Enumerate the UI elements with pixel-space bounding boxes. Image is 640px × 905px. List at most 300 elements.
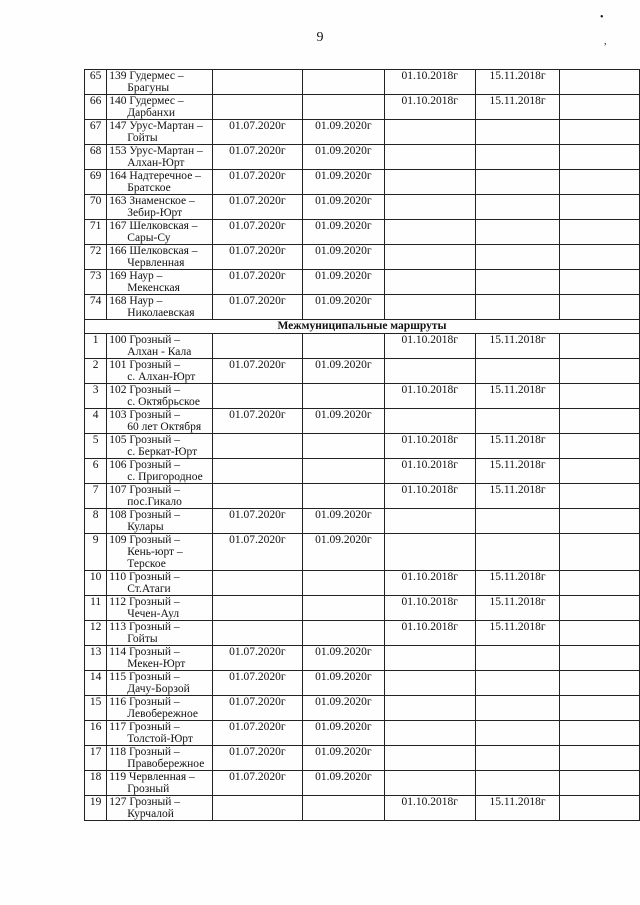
table-row xyxy=(85,409,640,434)
date-cell xyxy=(560,120,640,145)
date-cell xyxy=(475,270,559,295)
route-name-line: с. Пригородное xyxy=(127,471,203,483)
date-cell xyxy=(384,746,475,771)
route-name xyxy=(107,571,212,596)
date-cell xyxy=(475,295,559,320)
date-cell: 01.07.2020г xyxy=(212,270,302,295)
route-name xyxy=(107,70,212,95)
route-name-line: 147 Урус-Мартан – xyxy=(109,120,203,132)
table-row xyxy=(85,359,640,384)
date-cell xyxy=(475,646,559,671)
route-name-line: 106 Грозный – xyxy=(109,459,181,471)
date-cell: 15.11.2018г xyxy=(475,334,559,359)
route-name xyxy=(107,509,212,534)
date-cell: 01.09.2020г xyxy=(303,145,385,170)
route-name-line: Толстой-Юрт xyxy=(127,733,193,745)
route-name-line: 60 лет Октября xyxy=(127,421,202,433)
route-name-line: Кень-юрт – xyxy=(127,546,183,558)
route-name-line: Червленная xyxy=(127,257,185,269)
row-number: 70 xyxy=(85,195,107,220)
date-cell xyxy=(560,534,640,571)
route-name-line: 163 Знаменское – xyxy=(109,195,195,207)
date-cell: 01.07.2020г xyxy=(212,696,302,721)
route-name-line: 164 Надтеречное – xyxy=(109,170,201,182)
date-cell xyxy=(384,245,475,270)
date-cell xyxy=(560,95,640,120)
date-cell xyxy=(560,270,640,295)
date-cell xyxy=(212,95,302,120)
date-cell xyxy=(303,796,385,821)
route-name xyxy=(107,409,212,434)
routes-municipal-group xyxy=(85,70,640,320)
date-cell xyxy=(560,459,640,484)
date-cell: 01.07.2020г xyxy=(212,359,302,384)
date-cell xyxy=(384,145,475,170)
date-cell xyxy=(475,245,559,270)
table-row xyxy=(85,459,640,484)
date-cell: 01.07.2020г xyxy=(212,120,302,145)
row-number: 2 xyxy=(85,359,107,384)
date-cell xyxy=(475,409,559,434)
route-name-line: 107 Грозный – xyxy=(109,484,181,496)
table-row xyxy=(85,771,640,796)
row-number: 66 xyxy=(85,95,107,120)
date-cell: 15.11.2018г xyxy=(475,571,559,596)
table-row xyxy=(85,721,640,746)
date-cell: 15.11.2018г xyxy=(475,596,559,621)
route-name-line: Мекенская xyxy=(127,282,180,294)
date-cell xyxy=(560,596,640,621)
date-cell xyxy=(560,220,640,245)
date-cell: 01.07.2020г xyxy=(212,534,302,571)
date-cell xyxy=(384,359,475,384)
date-cell xyxy=(475,145,559,170)
route-name-line: 119 Червленная – xyxy=(109,771,195,783)
row-number: 18 xyxy=(85,771,107,796)
date-cell xyxy=(560,170,640,195)
date-cell: 01.07.2020г xyxy=(212,295,302,320)
date-cell xyxy=(475,534,559,571)
date-cell: 01.07.2020г xyxy=(212,170,302,195)
date-cell: 15.11.2018г xyxy=(475,384,559,409)
row-number: 68 xyxy=(85,145,107,170)
table-row xyxy=(85,220,640,245)
date-cell: 01.10.2018г xyxy=(384,796,475,821)
route-name-line: Зебир-Юрт xyxy=(127,207,183,219)
row-number: 69 xyxy=(85,170,107,195)
date-cell: 01.10.2018г xyxy=(384,571,475,596)
date-cell xyxy=(384,646,475,671)
row-number: 17 xyxy=(85,746,107,771)
route-name-line: Брагуны xyxy=(127,82,170,94)
date-cell: 01.07.2020г xyxy=(212,646,302,671)
date-cell: 01.09.2020г xyxy=(303,771,385,796)
route-name-line: Правобережное xyxy=(127,758,205,770)
date-cell: 01.07.2020г xyxy=(212,746,302,771)
table-row xyxy=(85,195,640,220)
route-name-line: 118 Грозный – xyxy=(109,746,180,758)
date-cell xyxy=(560,384,640,409)
date-cell xyxy=(475,696,559,721)
section-header-row xyxy=(85,320,640,334)
date-cell xyxy=(560,646,640,671)
date-cell: 01.09.2020г xyxy=(303,120,385,145)
date-cell xyxy=(212,334,302,359)
date-cell xyxy=(560,771,640,796)
date-cell xyxy=(303,384,385,409)
date-cell xyxy=(303,571,385,596)
route-name-line: Гойты xyxy=(127,633,158,645)
route-name-line: Дачу-Борзой xyxy=(127,683,190,695)
date-cell: 01.10.2018г xyxy=(384,596,475,621)
route-name-line: 127 Грозный – xyxy=(109,796,181,808)
row-number: 10 xyxy=(85,571,107,596)
route-name-line: 112 Грозный – xyxy=(109,596,180,608)
table-row xyxy=(85,295,640,320)
table-row xyxy=(85,120,640,145)
row-number: 12 xyxy=(85,621,107,646)
date-cell xyxy=(560,245,640,270)
date-cell xyxy=(475,509,559,534)
date-cell xyxy=(384,270,475,295)
route-name-line: 168 Наур – xyxy=(109,295,163,307)
row-number: 1 xyxy=(85,334,107,359)
date-cell xyxy=(303,596,385,621)
route-name xyxy=(107,359,212,384)
date-cell xyxy=(475,220,559,245)
date-cell xyxy=(560,696,640,721)
route-name-line: Сары-Су xyxy=(127,232,171,244)
date-cell: 15.11.2018г xyxy=(475,796,559,821)
date-cell xyxy=(560,484,640,509)
date-cell xyxy=(384,534,475,571)
date-cell xyxy=(303,459,385,484)
date-cell xyxy=(560,671,640,696)
date-cell: 01.09.2020г xyxy=(303,295,385,320)
route-name-line: 103 Грозный – xyxy=(109,409,181,421)
row-number: 74 xyxy=(85,295,107,320)
date-cell xyxy=(560,359,640,384)
route-name-line: 117 Грозный – xyxy=(109,721,180,733)
route-name xyxy=(107,334,212,359)
date-cell: 01.09.2020г xyxy=(303,696,385,721)
route-name xyxy=(107,434,212,459)
date-cell xyxy=(475,195,559,220)
date-cell xyxy=(560,334,640,359)
route-name xyxy=(107,746,212,771)
route-name xyxy=(107,170,212,195)
route-name xyxy=(107,671,212,696)
table-row xyxy=(85,270,640,295)
table-row xyxy=(85,621,640,646)
date-cell xyxy=(560,145,640,170)
date-cell xyxy=(475,170,559,195)
table-row xyxy=(85,384,640,409)
date-cell: 01.09.2020г xyxy=(303,220,385,245)
date-cell: 01.10.2018г xyxy=(384,459,475,484)
route-name-line: 105 Грозный – xyxy=(109,434,181,446)
route-name xyxy=(107,596,212,621)
date-cell xyxy=(212,384,302,409)
date-cell xyxy=(384,295,475,320)
date-cell: 01.10.2018г xyxy=(384,95,475,120)
date-cell: 01.10.2018г xyxy=(384,621,475,646)
route-name xyxy=(107,696,212,721)
row-number: 67 xyxy=(85,120,107,145)
date-cell xyxy=(384,671,475,696)
date-cell xyxy=(212,459,302,484)
routes-table xyxy=(84,69,640,821)
route-name-line: 102 Грозный – xyxy=(109,384,181,396)
table-row xyxy=(85,145,640,170)
table-row xyxy=(85,484,640,509)
route-name-line: 166 Шелковская – xyxy=(109,245,198,257)
date-cell: 01.09.2020г xyxy=(303,509,385,534)
date-cell: 01.10.2018г xyxy=(384,334,475,359)
date-cell: 01.09.2020г xyxy=(303,359,385,384)
date-cell: 01.09.2020г xyxy=(303,245,385,270)
route-name-line: Мекен-Юрт xyxy=(127,658,186,670)
date-cell: 01.09.2020г xyxy=(303,409,385,434)
date-cell: 01.10.2018г xyxy=(384,70,475,95)
row-number: 7 xyxy=(85,484,107,509)
route-name xyxy=(107,459,212,484)
date-cell xyxy=(303,621,385,646)
route-name xyxy=(107,534,212,571)
date-cell: 01.09.2020г xyxy=(303,270,385,295)
date-cell xyxy=(384,195,475,220)
table-row xyxy=(85,95,640,120)
date-cell: 01.10.2018г xyxy=(384,434,475,459)
date-cell xyxy=(560,509,640,534)
date-cell xyxy=(212,596,302,621)
route-name xyxy=(107,721,212,746)
row-number: 72 xyxy=(85,245,107,270)
route-name-line: 167 Шелковская – xyxy=(109,220,198,232)
table-row xyxy=(85,509,640,534)
route-name xyxy=(107,646,212,671)
section-title: Межмуниципальные маршруты xyxy=(85,320,640,334)
route-name xyxy=(107,295,212,320)
date-cell xyxy=(212,621,302,646)
route-name xyxy=(107,145,212,170)
date-cell xyxy=(212,796,302,821)
route-name-line: с. Беркат-Юрт xyxy=(127,446,198,458)
route-name-line: 115 Грозный – xyxy=(109,671,180,683)
table-row xyxy=(85,245,640,270)
date-cell: 01.07.2020г xyxy=(212,245,302,270)
date-cell: 15.11.2018г xyxy=(475,484,559,509)
date-cell: 01.07.2020г xyxy=(212,509,302,534)
route-name-line: Ст.Атаги xyxy=(127,583,171,595)
date-cell xyxy=(384,409,475,434)
date-cell: 15.11.2018г xyxy=(475,95,559,120)
date-cell xyxy=(303,434,385,459)
route-name xyxy=(107,621,212,646)
date-cell xyxy=(303,95,385,120)
route-name-line: 169 Наур – xyxy=(109,270,163,282)
table-row xyxy=(85,746,640,771)
table-row xyxy=(85,334,640,359)
route-name xyxy=(107,95,212,120)
date-cell xyxy=(475,771,559,796)
date-cell xyxy=(560,70,640,95)
date-cell: 01.10.2018г xyxy=(384,384,475,409)
route-name-line: с. Октябрьское xyxy=(127,396,200,408)
route-name-line: 100 Грозный – xyxy=(109,334,181,346)
date-cell xyxy=(303,334,385,359)
date-cell: 01.07.2020г xyxy=(212,671,302,696)
table-row xyxy=(85,796,640,821)
table-row xyxy=(85,534,640,571)
date-cell xyxy=(475,746,559,771)
date-cell xyxy=(560,434,640,459)
date-cell: 01.09.2020г xyxy=(303,195,385,220)
row-number: 19 xyxy=(85,796,107,821)
table-row xyxy=(85,671,640,696)
row-number: 11 xyxy=(85,596,107,621)
date-cell xyxy=(560,796,640,821)
route-name-line: 110 Грозный – xyxy=(109,571,180,583)
table-row xyxy=(85,571,640,596)
route-name-line: 153 Урус-Мартан – xyxy=(109,145,203,157)
route-name xyxy=(107,220,212,245)
route-name-line: Братское xyxy=(127,182,171,194)
route-name-line: Курчалой xyxy=(127,808,174,820)
scan-mark: , xyxy=(604,36,607,47)
row-number: 14 xyxy=(85,671,107,696)
date-cell: 01.10.2018г xyxy=(384,484,475,509)
route-name xyxy=(107,771,212,796)
section-header-group xyxy=(85,320,640,334)
table-row xyxy=(85,696,640,721)
route-name-line: 114 Грозный – xyxy=(109,646,180,658)
date-cell xyxy=(560,295,640,320)
route-name-line: с. Алхан-Юрт xyxy=(127,371,196,383)
route-name-line: 109 Грозный – xyxy=(109,534,181,546)
routes-intermunicipal-group xyxy=(85,334,640,821)
date-cell xyxy=(475,721,559,746)
scan-mark: • xyxy=(600,12,604,23)
table-row xyxy=(85,70,640,95)
date-cell: 01.07.2020г xyxy=(212,220,302,245)
date-cell: 15.11.2018г xyxy=(475,70,559,95)
date-cell: 01.09.2020г xyxy=(303,671,385,696)
date-cell: 01.07.2020г xyxy=(212,721,302,746)
route-name-line: Алхан-Юрт xyxy=(127,157,185,169)
row-number: 71 xyxy=(85,220,107,245)
date-cell: 01.07.2020г xyxy=(212,195,302,220)
route-name-line: Чечен-Аул xyxy=(127,608,180,620)
table-row xyxy=(85,434,640,459)
route-name xyxy=(107,120,212,145)
date-cell xyxy=(212,484,302,509)
route-name-line: 101 Грозный – xyxy=(109,359,181,371)
date-cell: 01.09.2020г xyxy=(303,534,385,571)
date-cell: 15.11.2018г xyxy=(475,434,559,459)
date-cell xyxy=(212,571,302,596)
route-name-line: 108 Грозный – xyxy=(109,509,181,521)
route-name-line: Гойты xyxy=(127,132,158,144)
date-cell xyxy=(384,509,475,534)
table-row xyxy=(85,596,640,621)
row-number: 15 xyxy=(85,696,107,721)
row-number: 16 xyxy=(85,721,107,746)
date-cell xyxy=(560,746,640,771)
date-cell: 01.09.2020г xyxy=(303,646,385,671)
date-cell xyxy=(384,170,475,195)
date-cell xyxy=(560,621,640,646)
route-name-line: 113 Грозный – xyxy=(109,621,180,633)
route-name-line: Николаевская xyxy=(127,307,195,319)
table-row xyxy=(85,170,640,195)
date-cell xyxy=(303,484,385,509)
date-cell xyxy=(384,771,475,796)
row-number: 5 xyxy=(85,434,107,459)
row-number: 6 xyxy=(85,459,107,484)
route-name-line: Грозный xyxy=(127,783,170,795)
date-cell xyxy=(384,721,475,746)
date-cell xyxy=(303,70,385,95)
route-name xyxy=(107,384,212,409)
date-cell xyxy=(475,359,559,384)
route-name-line: Алхан - Кала xyxy=(127,346,192,358)
row-number: 8 xyxy=(85,509,107,534)
date-cell xyxy=(384,696,475,721)
date-cell: 01.07.2020г xyxy=(212,771,302,796)
date-cell xyxy=(560,195,640,220)
date-cell: 15.11.2018г xyxy=(475,621,559,646)
page-number: 9 xyxy=(316,30,324,45)
row-number: 4 xyxy=(85,409,107,434)
route-name-line: пос.Гикало xyxy=(127,496,182,508)
date-cell xyxy=(384,220,475,245)
row-number: 3 xyxy=(85,384,107,409)
route-name xyxy=(107,195,212,220)
route-name xyxy=(107,484,212,509)
route-name-line: 140 Гудермес – xyxy=(109,95,184,107)
date-cell xyxy=(560,721,640,746)
date-cell xyxy=(560,409,640,434)
route-name-line: Терское xyxy=(127,558,166,570)
route-name-line: 139 Гудермес – xyxy=(109,70,184,82)
date-cell: 01.07.2020г xyxy=(212,409,302,434)
date-cell xyxy=(475,671,559,696)
row-number: 9 xyxy=(85,534,107,571)
route-name-line: Дарбанхи xyxy=(127,107,175,119)
date-cell xyxy=(475,120,559,145)
route-name xyxy=(107,270,212,295)
date-cell xyxy=(560,571,640,596)
row-number: 65 xyxy=(85,70,107,95)
row-number: 13 xyxy=(85,646,107,671)
date-cell: 01.07.2020г xyxy=(212,145,302,170)
date-cell: 15.11.2018г xyxy=(475,459,559,484)
date-cell xyxy=(212,434,302,459)
route-name-line: 116 Грозный – xyxy=(109,696,180,708)
route-name-line: Левобережное xyxy=(127,708,198,720)
table-row xyxy=(85,646,640,671)
date-cell xyxy=(212,70,302,95)
date-cell: 01.09.2020г xyxy=(303,746,385,771)
row-number: 73 xyxy=(85,270,107,295)
date-cell: 01.09.2020г xyxy=(303,721,385,746)
date-cell: 01.09.2020г xyxy=(303,170,385,195)
route-name xyxy=(107,245,212,270)
route-name xyxy=(107,796,212,821)
route-name-line: Кулары xyxy=(127,521,164,533)
date-cell xyxy=(384,120,475,145)
